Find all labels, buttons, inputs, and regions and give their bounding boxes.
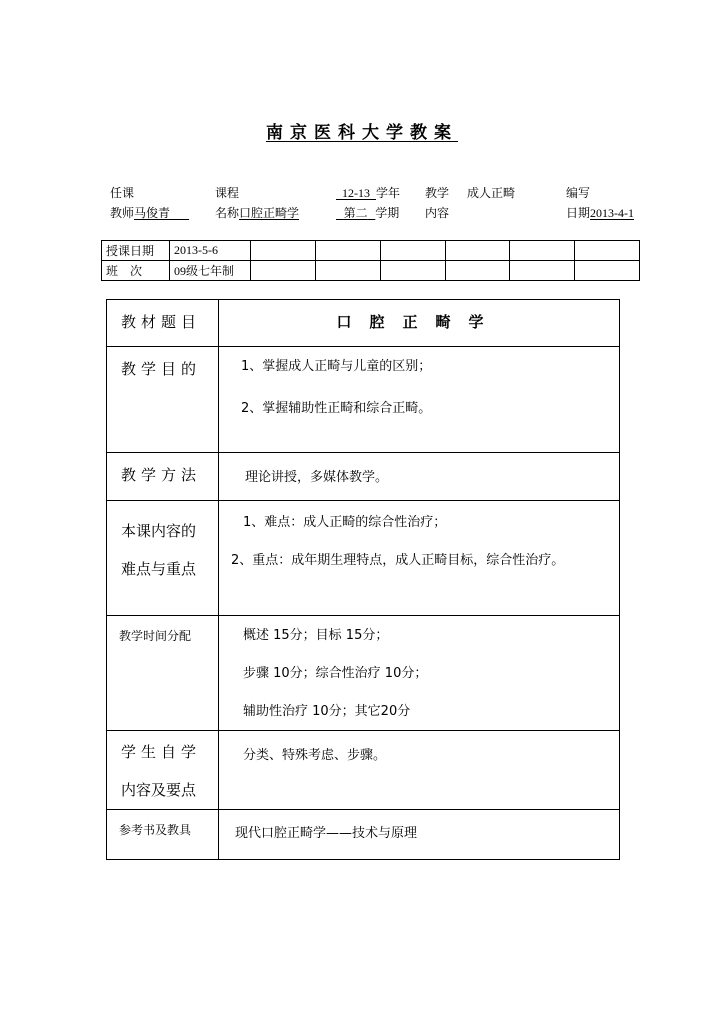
keypoint-label-line: 难点与重点 xyxy=(121,560,197,578)
date-label: 授课日期 xyxy=(102,241,170,261)
time-item: 辅助性治疗 10分；其它20分 xyxy=(243,704,411,719)
write-date: 2013-4-1 xyxy=(590,206,635,220)
table-row xyxy=(107,300,620,347)
topic-value: 口腔正畸学 xyxy=(219,300,620,347)
self-study-label-line: 内容及要点 xyxy=(121,781,197,799)
method-label: 教学方法 xyxy=(107,453,219,501)
method-value: 理论讲授，多媒体教学。 xyxy=(219,453,620,501)
keypoint-content xyxy=(219,501,620,616)
ref-value: 现代口腔正畸学——技术与原理 xyxy=(219,810,620,860)
school-year-field xyxy=(336,186,400,200)
objective-label: 教学目的 xyxy=(107,347,219,453)
date-value: 2013-5-6 xyxy=(170,241,251,261)
renke-label: 任课 xyxy=(110,186,135,200)
content-name: 成人正畸 xyxy=(467,186,516,200)
time-label: 教学时间分配 xyxy=(107,616,219,731)
time-item: 步骤 10分；综合性治疗 10分； xyxy=(243,666,428,681)
table-row xyxy=(107,731,620,810)
schedule-table xyxy=(101,240,640,281)
teacher-field xyxy=(110,206,189,220)
objective-item: 1、掌握成人正畸与儿童的区别； xyxy=(241,359,432,374)
table-row xyxy=(107,347,620,453)
time-item: 概述 15分；目标 15分； xyxy=(243,628,389,643)
class-value: 09级七年制 xyxy=(170,261,251,281)
lesson-plan-table xyxy=(106,299,620,860)
topic-label: 教材题目 xyxy=(107,300,219,347)
keypoint-item: 2、重点：成年期生理特点，成人正畸目标，综合性治疗。 xyxy=(231,553,565,568)
time-content xyxy=(219,616,620,731)
bianxie-label: 编写 xyxy=(566,186,591,200)
semester-field xyxy=(336,206,399,220)
table-row xyxy=(107,453,620,501)
riqi-label: 日期 xyxy=(566,206,591,220)
objective-item: 2、掌握辅助性正畸和综合正畸。 xyxy=(241,401,432,416)
page-title: 南京医科大学教案 xyxy=(266,123,458,143)
xuenian-label: 学年 xyxy=(376,186,401,200)
semester: 第二 xyxy=(343,206,368,220)
school-year: 12-13 xyxy=(342,186,370,200)
xueqi-label: 学期 xyxy=(375,206,400,220)
table-row xyxy=(102,241,640,261)
class-label: 班 次 xyxy=(102,261,170,281)
course-name: 口腔正畸学 xyxy=(239,206,300,220)
self-study-label xyxy=(107,731,219,810)
teacher-name: 马俊青 xyxy=(134,206,171,220)
keypoint-item: 1、难点：成人正畸的综合性治疗； xyxy=(243,515,447,530)
ref-label: 参考书及教具 xyxy=(107,810,219,860)
self-study-value: 分类、特殊考虑、步骤。 xyxy=(219,731,620,810)
objective-content xyxy=(219,347,620,453)
mingcheng-label: 名称 xyxy=(215,206,240,220)
table-row xyxy=(102,261,640,281)
table-row xyxy=(107,810,620,860)
table-row xyxy=(107,501,620,616)
course-field xyxy=(215,206,299,220)
keypoint-label-line: 本课内容的 xyxy=(121,522,197,540)
neirong-label: 内容 xyxy=(425,206,450,220)
self-study-label-line: 学生自学 xyxy=(121,743,202,761)
jiaoshi-label: 教师 xyxy=(110,206,135,220)
table-row xyxy=(107,616,620,731)
kecheng-label: 课程 xyxy=(215,186,240,200)
write-date-field xyxy=(566,206,634,220)
jiaoxue-label: 教学 xyxy=(425,186,450,200)
keypoint-label xyxy=(107,501,219,616)
